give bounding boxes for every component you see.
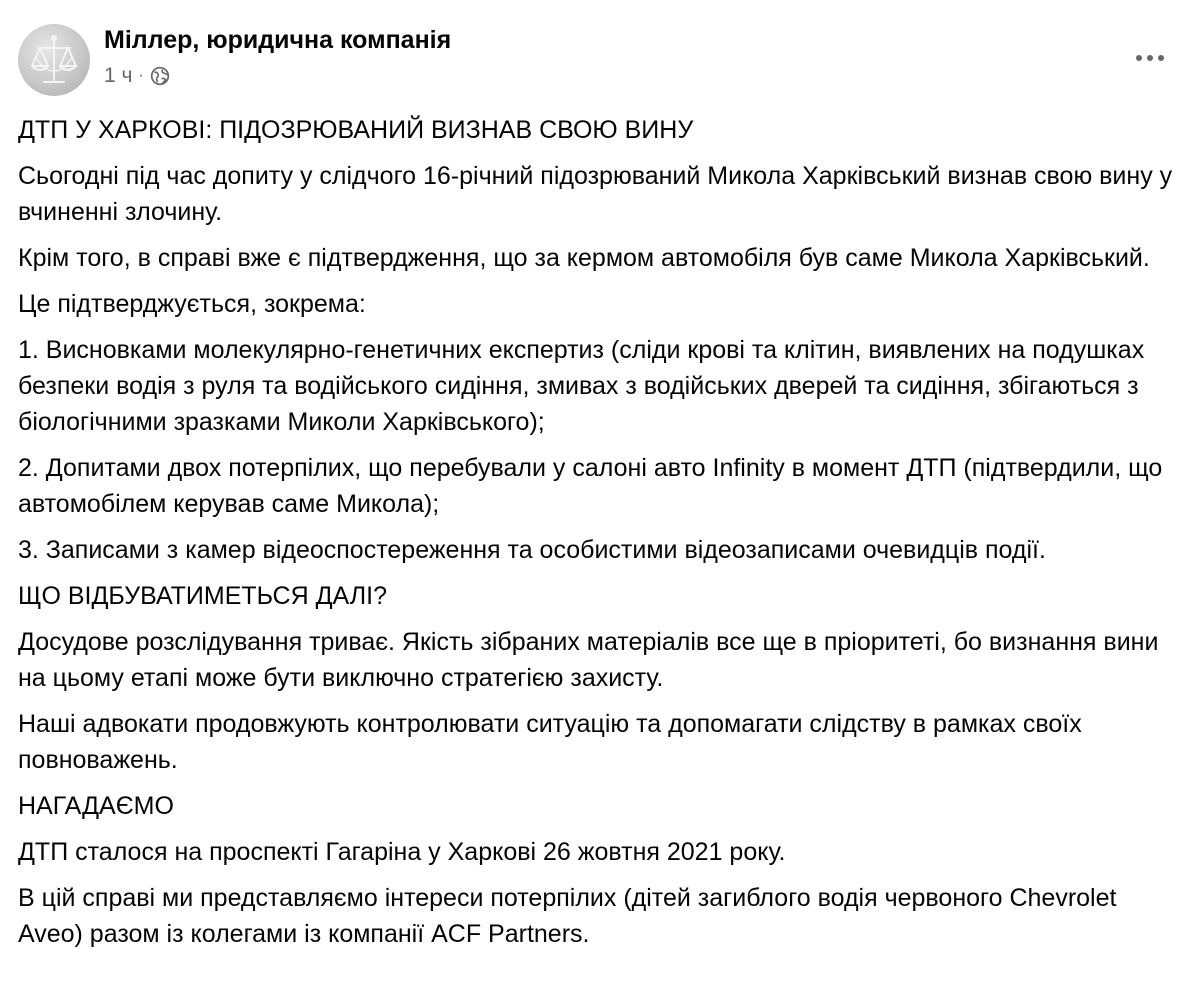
post-paragraph: Крім того, в справі вже є підтвердження, що за кермом автомобіля був саме Микола Харківський. [18,244,1150,272]
globe-icon[interactable] [150,66,170,86]
more-horizontal-icon [1136,55,1142,61]
post-paragraph: ДТП сталося на проспекті Гагаріна у Харкові 26 жовтня 2021 року. [18,838,786,866]
post-list-item: 1. Висновками молекулярно-генетичних експертиз (сліди крові та клітин, виявлених на подушках безпеки водія з руля та водійського сидіння, змивах з водійських дверей та сидіння, збігаються з біологічними зразками Миколи Харківського); [18,336,1145,436]
scales-logo-icon [18,24,90,96]
post-timestamp[interactable]: 1 ч [104,64,133,87]
post-headline: ДТП У ХАРКОВІ: ПІДОЗРЮВАНИЙ ВИЗНАВ СВОЮ ВИНУ [18,116,694,144]
post-subheading: ЩО ВІДБУВАТИМЕТЬСЯ ДАЛІ? [18,582,387,610]
page-name-link[interactable]: Міллер, юридична компанія [104,26,452,54]
post-text [18,112,1178,962]
post-paragraph: В цій справі ми представляємо інтереси потерпілих (дітей загиблого водія червоного Chevrolet Aveo) разом із колегами із компанії ACF Partners. [18,884,1117,948]
post-paragraph: Це підтверджується, зокрема: [18,290,366,318]
post-list-item: 2. Допитами двох потерпілих, що перебували у салоні авто Infinity в момент ДТП (підтвердили, що автомобілем керував саме Микола); [18,454,1163,518]
more-options-button[interactable] [1130,40,1170,76]
more-horizontal-icon [1158,55,1164,61]
more-horizontal-icon [1147,55,1153,61]
meta-separator: · [138,67,144,84]
post-paragraph: Досудове розслідування триває. Якість зібраних матеріалів все ще в пріоритеті, бо визнання вини на цьому етапі може бути виключно стратегією захисту. [18,628,1159,692]
page-avatar[interactable] [18,24,90,96]
post-paragraph: Сьогодні під час допиту у слідчого 16-річний підозрюваний Микола Харківський визнав свою вину у вчиненні злочину. [18,162,1173,226]
post-paragraph: Наші адвокати продовжують контролювати ситуацію та допомагати слідству в рамках своїх повноважень. [18,710,1082,774]
post-list-item: 3. Записами з камер відеоспостереження та особистими відеозаписами очевидців події. [18,536,1046,564]
post-subheading: НАГАДАЄМО [18,792,174,820]
post-meta [104,64,170,88]
